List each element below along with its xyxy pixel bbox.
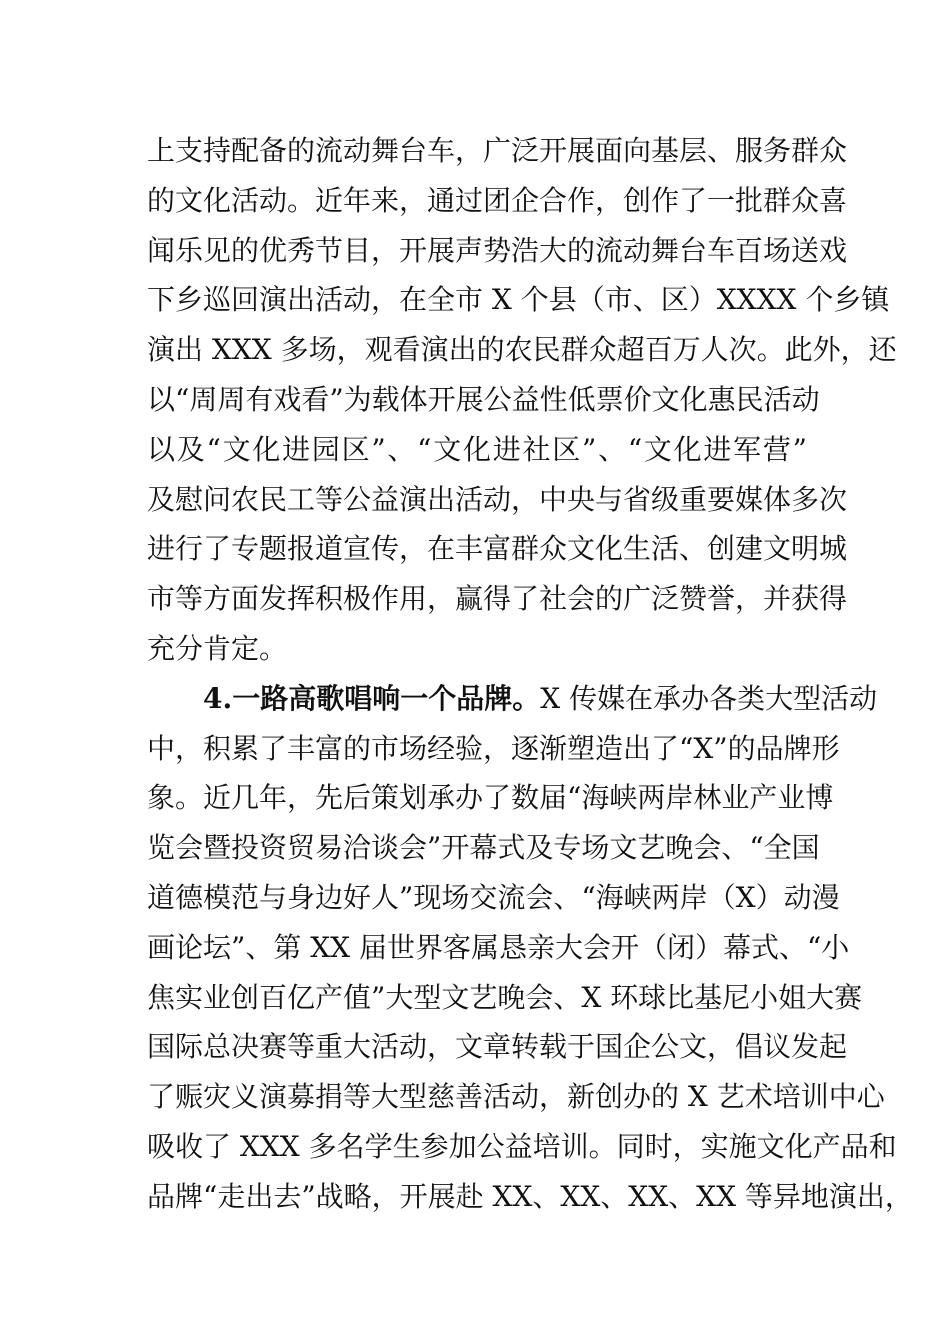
text-line: 国际总决赛等重大活动，文章转载于国企公文，倡议发起 <box>147 1030 848 1064</box>
text-line: 及慰问农民工等公益演出活动，中央与省级重要媒体多次 <box>147 482 848 516</box>
text-line: 道德模范与身边好人”现场交流会、“海峡两岸（X）动漫 <box>147 880 840 914</box>
paragraph-2 <box>147 674 913 1222</box>
section-heading: 4.一路高歌唱响一个品牌。 <box>203 681 541 715</box>
text-line: 以及“文化进园区”、“文化进社区”、“文化进军营” <box>147 432 807 466</box>
text-line: 充分肯定。 <box>147 631 288 665</box>
text-line: 下乡巡回演出活动，在全市 X 个县（市、区）XXXX 个乡镇 <box>147 283 890 317</box>
text-line: 市等方面发挥积极作用，赢得了社会的广泛赞誉，并获得 <box>147 582 848 616</box>
text-line: 的文化活动。近年来，通过团企合作，创作了一批群众喜 <box>147 183 848 217</box>
body-text <box>147 126 913 1222</box>
text-line: 演出 XXX 多场，观看演出的农民群众超百万人次。此外，还 <box>147 333 897 367</box>
text-line: 吸收了 XXX 多名学生参加公益培训。同时，实施文化产品和 <box>147 1129 897 1163</box>
text-line: 上支持配备的流动舞台车，广泛开展面向基层、服务群众 <box>147 134 848 167</box>
text-line: 闻乐见的优秀节目，开展声势浩大的流动舞台车百场送戏 <box>147 233 848 267</box>
text-run: X 传媒在承办各类大型活动 <box>540 681 878 715</box>
text-line: 焦实业创百亿产值”大型文艺晚会、X 环球比基尼小姐大赛 <box>147 980 863 1014</box>
text-line: 画论坛”、第 XX 届世界客属恳亲大会开（闭）幕式、“小 <box>147 930 850 964</box>
paragraph-1 <box>147 126 897 674</box>
text-line: 进行了专题报道宣传，在丰富群众文化生活、创建文明城 <box>147 532 848 566</box>
text-line: 中，积累了丰富的市场经验，逐渐塑造出了“X”的品牌形 <box>147 731 840 765</box>
text-line-first <box>147 674 878 724</box>
text-line: 了赈灾义演募捐等大型慈善活动，新创办的 X 艺术培训中心 <box>147 1080 885 1114</box>
text-line: 以“周周有戏看”为载体开展公益性低票价文化惠民活动 <box>147 382 820 416</box>
text-line: 览会暨投资贸易洽谈会”开幕式及专场文艺晚会、“全国 <box>147 831 820 865</box>
text-line: 象。近几年，先后策划承办了数届“海峡两岸林业产业博 <box>147 781 834 815</box>
text-line: 品牌“走出去”战略，开展赴 XX、XX、XX、XX 等异地演出， <box>147 1179 913 1213</box>
